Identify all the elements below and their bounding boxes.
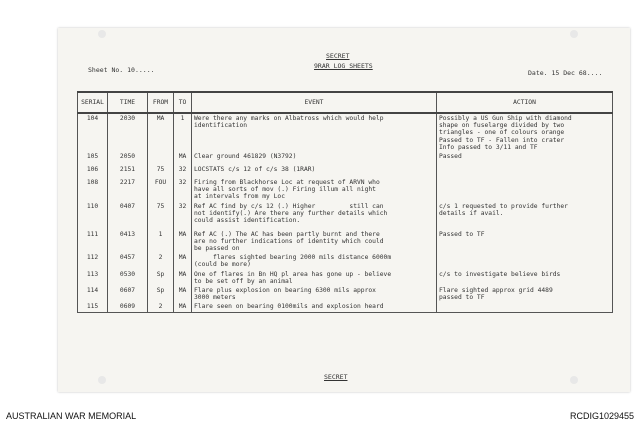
table-row	[78, 165, 613, 178]
cell-from: Sp	[148, 270, 174, 286]
cell-time: 2217	[108, 178, 148, 202]
punch-hole	[570, 376, 578, 384]
cell-time: 0413	[108, 230, 148, 254]
cell-action	[437, 165, 613, 178]
cell-time: 2151	[108, 165, 148, 178]
cell-action	[437, 178, 613, 202]
cell-time: 0607	[108, 286, 148, 302]
column-header-event: EVENT	[192, 92, 437, 113]
column-header-to: TO	[174, 92, 192, 113]
punch-hole	[570, 30, 578, 38]
table-header-row	[78, 92, 613, 113]
sheet-number: Sheet No. 10.....	[88, 66, 155, 74]
header-classification: SECRET	[326, 52, 350, 60]
cell-time: 0609	[108, 302, 148, 312]
log-date: Date. 15 Dec 68....	[528, 69, 603, 77]
cell-to: 32	[174, 202, 192, 230]
cell-from: 1	[148, 230, 174, 254]
cell-event: Ref AC find by c/s 12 (.) Higher still can not identify(.) Are there any further details which could assist identification.	[192, 202, 437, 230]
cell-event: One of flares in Bn HQ pl area has gone up - believe to be set off by an animal	[192, 270, 437, 286]
record-id: RCDIG1029455	[569, 411, 634, 421]
cell-event: Flare plus explosion on bearing 6300 mils approx 3000 meters	[192, 286, 437, 302]
cell-serial: 110	[78, 202, 108, 230]
table-row	[78, 286, 613, 302]
column-header-time: TIME	[108, 92, 148, 113]
cell-from: 75	[148, 202, 174, 230]
column-header-from: FROM	[148, 92, 174, 113]
log-table	[77, 91, 613, 313]
cell-event: Ref AC (.) The AC has been partly burnt and there are no further indications of identity which could be passed on	[192, 230, 437, 254]
cell-time: 0407	[108, 202, 148, 230]
cell-event: flares sighted bearing 2000 mils distance 6000m (could be more)	[192, 253, 437, 269]
cell-to: MA	[174, 302, 192, 312]
cell-event: Flare seen on bearing 0100mils and explosion heard	[192, 302, 437, 312]
cell-serial: 113	[78, 270, 108, 286]
cell-action	[437, 302, 613, 312]
cell-to: 32	[174, 178, 192, 202]
cell-to: MA	[174, 270, 192, 286]
cell-serial: 104	[78, 113, 108, 152]
cell-to: MA	[174, 152, 192, 165]
cell-event: LOCSTATS c/s 12 of c/s 38 (1RAR)	[192, 165, 437, 178]
cell-from: 2	[148, 302, 174, 312]
cell-time: 2030	[108, 113, 148, 152]
column-header-serial: SERIAL	[78, 92, 108, 113]
table-row	[78, 152, 613, 165]
table-row	[78, 178, 613, 202]
cell-serial: 114	[78, 286, 108, 302]
cell-from: 75	[148, 165, 174, 178]
cell-time: 2050	[108, 152, 148, 165]
column-header-action: ACTION	[437, 92, 613, 113]
cell-from: FOU	[148, 178, 174, 202]
footer-classification: SECRET	[324, 373, 348, 381]
cell-from: 2	[148, 253, 174, 269]
cell-to: 1	[174, 113, 192, 152]
table-row	[78, 270, 613, 286]
cell-serial: 108	[78, 178, 108, 202]
cell-from: Sp	[148, 286, 174, 302]
table-row	[78, 302, 613, 312]
cell-time: 0530	[108, 270, 148, 286]
archive-name: AUSTRALIAN WAR MEMORIAL	[6, 411, 137, 421]
cell-serial: 111	[78, 230, 108, 254]
cell-from	[148, 152, 174, 165]
cell-serial: 112	[78, 253, 108, 269]
cell-to: MA	[174, 230, 192, 254]
cell-serial: 106	[78, 165, 108, 178]
cell-action: Passed	[437, 152, 613, 165]
punch-hole	[98, 376, 106, 384]
punch-hole	[98, 30, 106, 38]
table-row	[78, 202, 613, 230]
cell-time: 0457	[108, 253, 148, 269]
cell-action: c/s to investigate believe birds	[437, 270, 613, 286]
cell-to: MA	[174, 286, 192, 302]
cell-event: Firing from Blackhorse Loc at request of ARVN who have all sorts of mov (.) Firing illum all night at intervals from my Loc	[192, 178, 437, 202]
cell-event: Clear ground 461829 (N3792)	[192, 152, 437, 165]
log-title: 9RAR LOG SHEETS	[314, 62, 373, 70]
cell-action: Possibly a US Gun Ship with diamond shape on fuselarge divided by two triangles - one of colours orange Passed to TF - Fallen into crater Info passed to 3/11 and TF	[437, 113, 613, 152]
cell-action: Flare sighted approx grid 4489 passed to TF	[437, 286, 613, 302]
cell-serial: 115	[78, 302, 108, 312]
table-row	[78, 230, 613, 254]
cell-event: Were there any marks on Albatross which would help identification	[192, 113, 437, 152]
cell-from: MA	[148, 113, 174, 152]
cell-action: Passed to TF	[437, 230, 613, 254]
table-row	[78, 113, 613, 152]
cell-action: c/s 1 requested to provide further details if avail.	[437, 202, 613, 230]
cell-to: MA	[174, 253, 192, 269]
cell-serial: 105	[78, 152, 108, 165]
cell-to: 32	[174, 165, 192, 178]
cell-action	[437, 253, 613, 269]
table-row	[78, 253, 613, 269]
